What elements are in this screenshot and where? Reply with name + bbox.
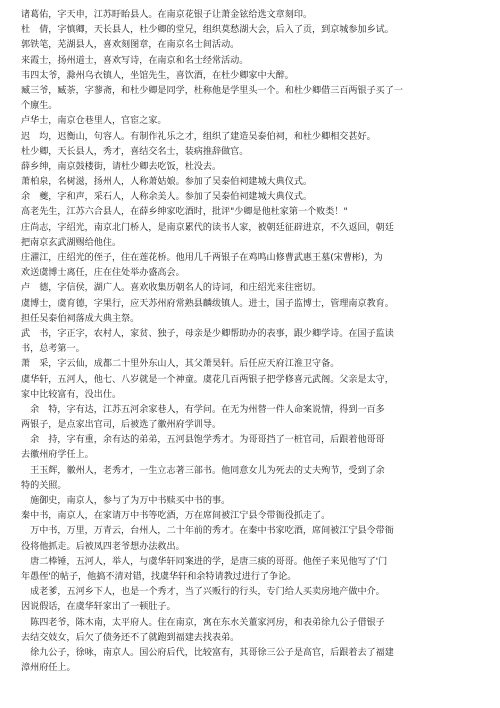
text-line: 万中书，万里，万青云，台州人，二十年前的秀才。在秦中书家吃酒，席间被江宁县令带衙 [21,526,394,537]
text-line: 役将他抓走。后被凤四老爷想办法救出。 [21,541,185,552]
text-line: 萧 采，字云仙，成都二十里外东山人，其父萧昊轩。后任应天府江淮卫守备。 [21,359,340,370]
text-line: 余 持，字有重，余有达的弟弟，五河县饱学秀才。为哥哥挡了一桩官司，后跟着他哥哥 [21,435,385,446]
text-line: 特的关照。 [21,480,67,491]
text-line: 成老爹，五河乡下人，也是一个秀才，当了兴贩行的行头，专门给人买卖房地产做中介。 [21,587,385,598]
text-line: 薛乡绅，南京鼓楼街，请杜少卿去吃饭，杜没去。 [21,161,222,172]
text-line: 欢送虞博士离任，庄在住处举办盛高会。 [21,268,185,279]
text-line: 杜少卿，天长县人，秀才，喜结交名士，装病推辞做官。 [21,146,249,157]
text-line: 王玉辉，徽州人，老秀才，一生立志著三部书。他同意女儿为死去的丈夫殉节，受到了余 [21,465,385,476]
text-line: 来霞士，扬州道士，喜欢写诗，在南京和名士经常活动。 [21,55,249,66]
text-line: 庄濯江，庄绍光的侄子，住在莲花桥。他用几千两银子在鸡鸣山修曹武惠王墓(宋曹彬)，为 [21,253,383,263]
text-line: 漳州府任上。 [21,663,76,674]
text-line: 因说假话，在虞华轩家出了一顿肚子。 [21,602,176,613]
text-line: 高老先生，江苏六合县人，在薛乡绅家吃酒时，批评"少卿是他杜家第一个败类！" [21,207,348,218]
text-line: 韦四太爷，滁州乌衣镇人，坐馆先生，喜饮酒，在杜少卿家中大醉。 [21,70,294,81]
text-line: 唐二棒锤，五河人，举人，与虞华轩同案进的学，是唐三痰的哥哥。他侄子来见他写了'门 [21,556,388,567]
text-line: 家中比较富有，没出仕。 [21,389,122,400]
text-line: 虞华轩，五河人，他七、八岁就是一个神童。虞花几百两银子把学修喜元武阁。父亲是太守， [21,374,394,385]
text-line: 去徽州府学任上。 [21,450,94,461]
text-line: 郭铁笔，芜湖县人，喜欢刻图章，在南京名士间活动。 [21,40,240,51]
text-line: 诸葛佑，字天申，江苏盱眙县人。在南京花银子让萧金铉给选文章刻印。 [21,10,313,20]
text-line: 徐九公子，徐咏，南京人。国公府后代，比较富有，其哥徐三公子是高官，后跟着去了福建 [21,647,394,658]
text-line: 担任吴泰伯祠落成大典主祭。 [21,313,140,324]
text-line: 迟 均，迟衡山，句容人。有制作礼乐之才，组织了建造吴泰伯祠，和杜少卿相交甚好。 [21,131,376,142]
text-line: 陈四老爷，陈木南，太平府人。住在南京，寓在东水关董家河房，和表弟徐九公子借银子 [21,617,385,628]
text-line: 书，总考第一。 [21,344,85,355]
text-line: 两银子，是点家出官司，后被选了徽州府学训导。 [21,420,222,431]
text-line: 年愚侄'的帖子，他搞不清对错，找虞华轩和余特请教过进行了争论。 [21,571,297,582]
text-line: 臧三爷，臧荼，字蓼斋，和杜少卿是同学，杜称他是学里头一个。和杜少卿借三百两银子买了一 [21,85,403,96]
text-line: 武 书，字正字，农村人，家贫、独子，母亲是少卿帮助办的表事，跟少卿学诗。在国子监读 [21,328,394,339]
text-line: 卢 德，字信侯，湖广人。喜欢收集历朝名人的诗词，和庄绍光来往密切。 [21,283,322,294]
text-line: 虞博士，虞育德，字果行，应天苏州府常熟县麟绂镇人。进士，国子监博士，管理南京教育。 [21,298,394,309]
text-line: 杜 倩，字慎卿，天长县人，杜少卿的堂兄，组织莫愁湖大会，后入了贡，到京城参加乡试。 [21,25,394,36]
text-line: 把南京玄武湖赐给他住。 [21,237,122,248]
text-line: 个廪生。 [21,101,58,112]
text-line: 余 特，字有达，江苏五河余家巷人，有学问。在无为州替一件人命案说情，得到一百多 [21,404,385,415]
text-line: 卢华士，南京仓巷里人，官宦之家。 [21,116,167,127]
text-line: 施御史，南京人，参与了为万中书赎买中书的事。 [21,496,231,506]
text-line: 去结交妓女，后欠了债务还不了就跑到福建去找表弟。 [21,632,240,643]
text-line: 余 夔，字和声，采石人，人称余美人。参加了吴泰伯祠建城大典仪式。 [21,192,313,203]
text-line: 萧柏泉，名树滋，扬州人，人称萧姑娘。参加了吴泰伯祠建城大典仪式。 [21,177,313,188]
text-line: 秦中书，南京人，在家请万中书等吃酒，万在席间被江宁县令带衙役抓走了。 [21,511,331,522]
text-line: 庄尚志，字绍光，南京北门桥人，是南京累代的读书人家，被朝廷征辟进京，不久返回，朝廷 [21,222,394,233]
